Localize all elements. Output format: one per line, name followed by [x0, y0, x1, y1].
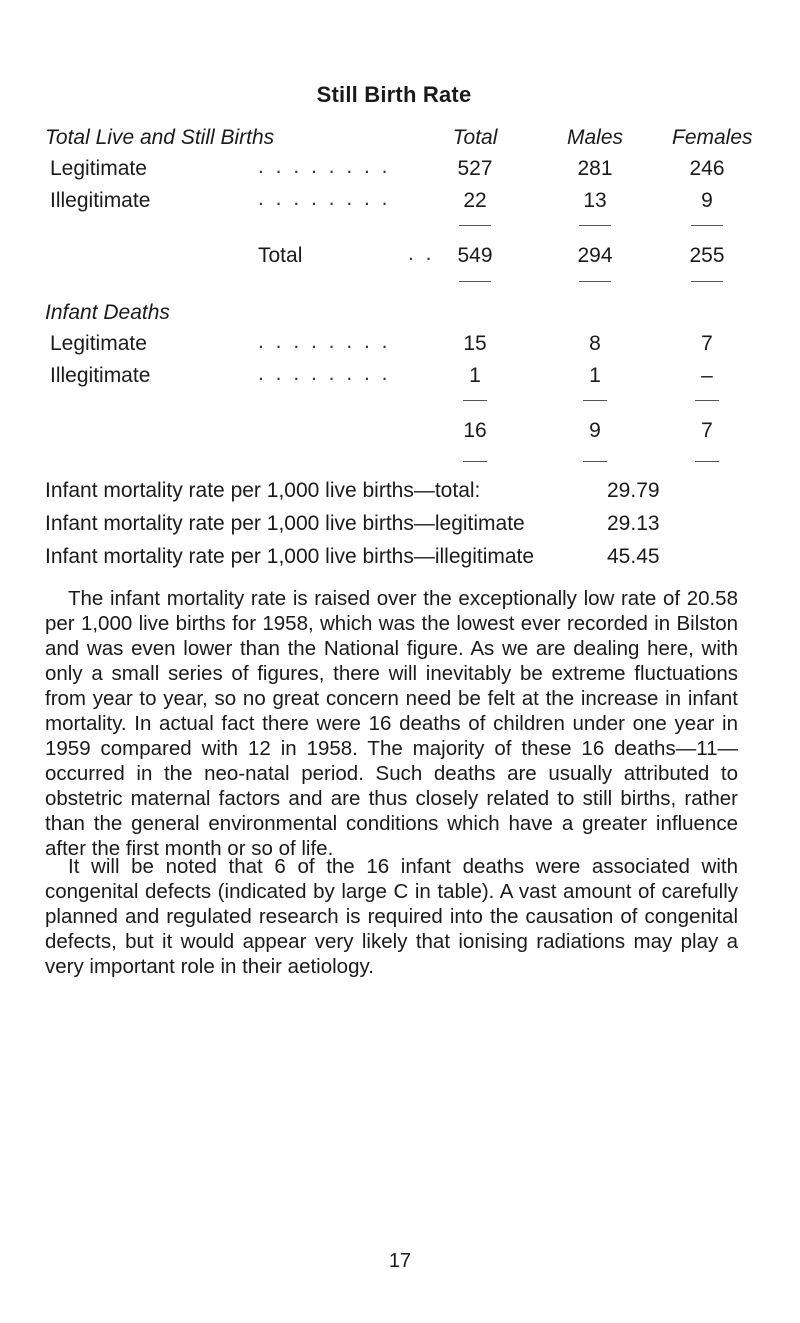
page-title: Still Birth Rate: [316, 82, 472, 107]
row-label-total: Total: [258, 244, 303, 267]
rate-label-illegitimate: Infant mortality rate per 1,000 live births—illegitimate: [45, 545, 535, 568]
sum-rule: [463, 400, 487, 401]
sum-rule: [691, 225, 723, 226]
row-label-legitimate: Legitimate: [50, 332, 147, 355]
cell-females: 255: [689, 244, 725, 267]
leader-dots: . . . . . . . .: [258, 362, 391, 385]
cell-males: 8: [589, 332, 601, 355]
cell-total: 1: [469, 364, 481, 387]
column-header-total: Total: [452, 126, 498, 149]
row-label-illegitimate: Illegitimate: [50, 364, 151, 387]
leader-dots: . . . . . . . .: [258, 330, 391, 353]
column-header-males: Males: [566, 126, 624, 149]
row-label-legitimate: Legitimate: [50, 157, 147, 180]
sum-rule: [583, 461, 607, 462]
sum-rule: [459, 281, 491, 282]
cell-total: 16: [463, 419, 487, 442]
cell-males: 13: [583, 189, 607, 212]
section-heading-infant-deaths: Infant Deaths: [45, 301, 170, 324]
cell-total: 549: [457, 244, 493, 267]
cell-total: 527: [457, 157, 493, 180]
rate-value-illegitimate: 45.45: [607, 545, 660, 568]
leader-dots: . . . . . . . .: [258, 155, 391, 178]
section-heading-births: Total Live and Still Births: [45, 126, 275, 149]
body-paragraph: It will be noted that 6 of the 16 infant deaths were associated with congenital defects (indicated by large C in table). A vast amount of carefully planned and regulated research is required into the causation of congenital defects, but it would appear very likely that ionising radiations may play a very important role in their aetiology.: [45, 855, 738, 978]
cell-total: 15: [463, 332, 487, 355]
leader-dots: . . . . . . . .: [258, 187, 391, 210]
cell-females: 7: [701, 332, 713, 355]
column-header-females: Females: [672, 126, 753, 149]
sum-rule: [459, 225, 491, 226]
rate-label-legitimate: Infant mortality rate per 1,000 live births—legitimate: [45, 512, 525, 535]
rate-value-total: 29.79: [607, 479, 660, 502]
sum-rule: [691, 281, 723, 282]
cell-males: 281: [577, 157, 613, 180]
cell-males: 1: [589, 364, 601, 387]
sum-rule: [583, 400, 607, 401]
sum-rule: [579, 281, 611, 282]
cell-females: –: [701, 364, 713, 387]
cell-females: 246: [689, 157, 725, 180]
leader-dots: . .: [408, 242, 435, 265]
cell-males: 9: [589, 419, 601, 442]
sum-rule: [579, 225, 611, 226]
rate-label-total: Infant mortality rate per 1,000 live births—total:: [45, 479, 481, 502]
sum-rule: [695, 461, 719, 462]
row-label-illegitimate: Illegitimate: [50, 189, 151, 212]
cell-females: 7: [701, 419, 713, 442]
cell-total: 22: [463, 189, 487, 212]
cell-females: 9: [701, 189, 713, 212]
sum-rule: [695, 400, 719, 401]
body-paragraph: The infant mortality rate is raised over the exceptionally low rate of 20.58 per 1,000 live births for 1958, which was the lowest ever recorded in Bilston and was even lower than the National figure. As we are dealing here, with only a small series of figures, there will inevitably be extreme fluctuations from year to year, so no great concern need be felt at the increase in infant mortality. In actual fact there were 16 deaths of children under one year in 1959 compared with 12 in 1958. The majority of these 16 deaths—11—occurred in the neo-natal period. Such deaths are usually attributed to obstetric maternal factors and are thus closely related to still births, rather than the general environmental conditions which have a greater influence after the first month or so of life.: [45, 587, 738, 860]
page-number: 17: [388, 1250, 412, 1272]
sum-rule: [463, 461, 487, 462]
cell-males: 294: [577, 244, 613, 267]
rate-value-legitimate: 29.13: [607, 512, 660, 535]
